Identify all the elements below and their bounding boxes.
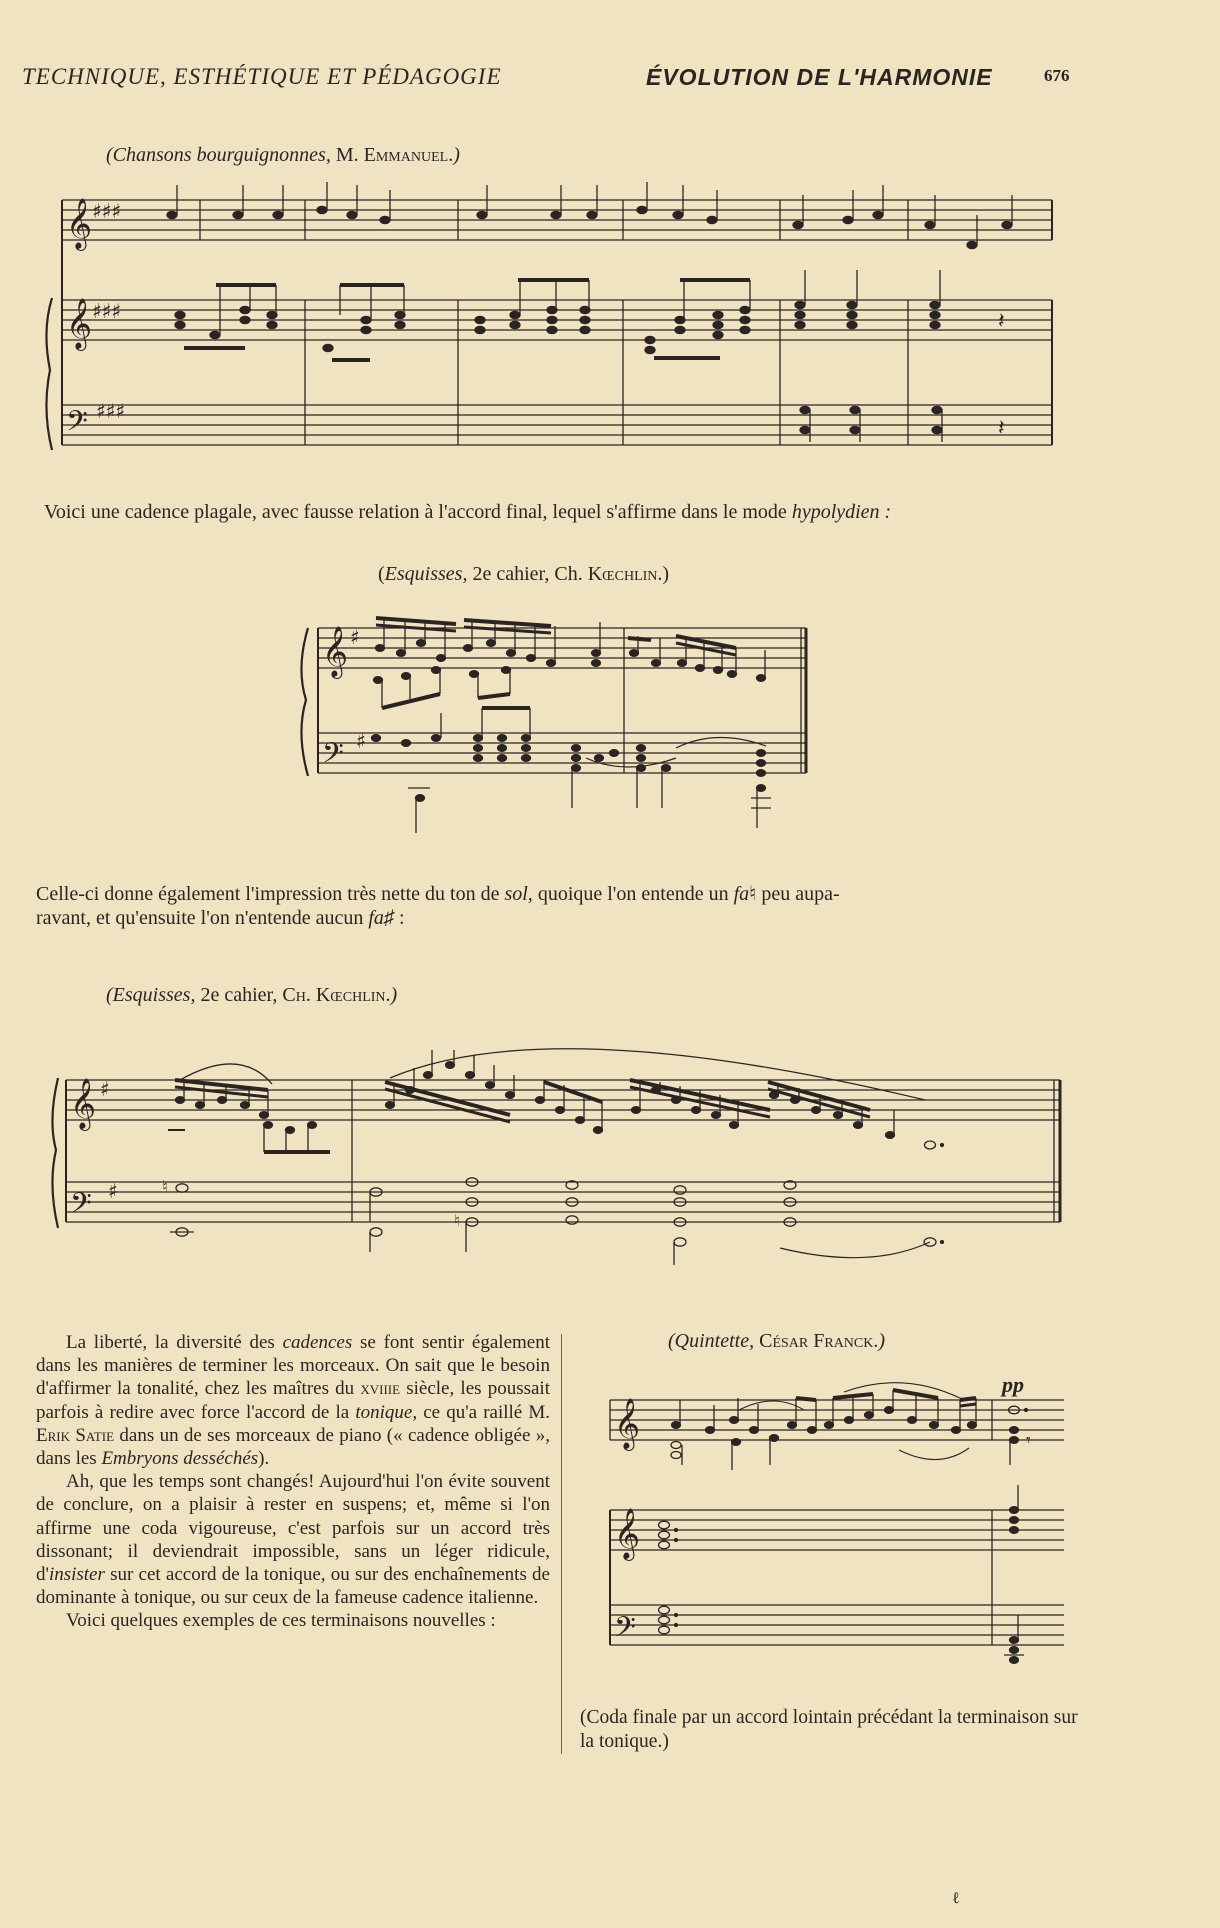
svg-text:𝄢: 𝄢 — [66, 405, 88, 445]
p1-cadences: cadences — [282, 1332, 353, 1353]
p2-insister: insister — [48, 1564, 105, 1586]
svg-text:𝄢: 𝄢 — [614, 1611, 636, 1651]
p1-tonique: tonique, — [355, 1401, 418, 1423]
example4-source: (Quintette, César Franck.) — [668, 1330, 886, 1352]
paragraph2-key: sol, — [504, 883, 533, 905]
example4-caption: (Coda finale par un accord lointain précédant la terminaison sur la tonique.) — [580, 1707, 1078, 1752]
example1-staff-voice — [62, 200, 1052, 240]
left-column-paragraph1 — [36, 1331, 550, 1470]
svg-text:♮: ♮ — [162, 1179, 168, 1196]
p1-century: xviiie — [360, 1378, 401, 1400]
p1-s0: La liberté, la diversité des — [66, 1332, 283, 1353]
p1-s6: ce qu'a raillé M. — [417, 1401, 550, 1423]
svg-text:𝄞: 𝄞 — [70, 1078, 97, 1129]
svg-text:𝄞: 𝄞 — [66, 298, 93, 349]
example2-author: Kœchlin. — [587, 563, 663, 585]
paragraph2-note1: fa♮ — [733, 883, 757, 905]
paragraph1-text: Voici une cadence plagale, avec fausse relation à l'accord final, lequel s'affirme dans le mode — [44, 501, 787, 523]
column-divider — [561, 1334, 562, 1754]
svg-text:𝄞: 𝄞 — [322, 626, 349, 677]
example3-author: Ch. Kœchlin. — [282, 984, 391, 1006]
svg-text:𝄽: 𝄽 — [998, 415, 1005, 440]
example3-score — [50, 1020, 1080, 1290]
paragraph1-mode: hypolydien : — [791, 501, 892, 523]
example2-source: (Esquisses, 2e cahier, Ch. Kœchlin.) — [378, 563, 670, 585]
paragraph2-line1-a: Celle-ci donne également l'impression très nette du ton de — [36, 883, 500, 905]
svg-text:𝄢: 𝄢 — [70, 1187, 92, 1227]
svg-text:♯♯♯: ♯♯♯ — [96, 399, 126, 423]
example1-title: Chansons bourguignonnes, — [112, 144, 331, 166]
paragraph2-line2-b: : — [398, 907, 405, 929]
example2-rest: 2e cahier, Ch. — [472, 563, 583, 585]
svg-text:𝄢: 𝄢 — [322, 737, 344, 777]
example3-title: Esquisses, — [112, 984, 196, 1006]
svg-text:♯: ♯ — [108, 1179, 118, 1203]
page-number: 676 — [1044, 66, 1070, 85]
paragraph-sol-impression — [36, 882, 1186, 930]
svg-text:𝄞: 𝄞 — [66, 198, 93, 249]
p1-s10: ). — [258, 1448, 270, 1470]
example1-score — [40, 180, 1070, 480]
paragraph2-line1-b: quoique l'on entende un — [537, 883, 729, 905]
svg-text:♮: ♮ — [454, 1213, 460, 1230]
svg-text:𝄞: 𝄞 — [614, 1508, 641, 1559]
svg-text:♯: ♯ — [350, 625, 360, 649]
left-column-text — [36, 1331, 550, 1633]
paragraph2-line1-c: peu aupa- — [761, 883, 840, 905]
example3-source: (Esquisses, 2e cahier, Ch. Kœchlin.) — [106, 984, 398, 1006]
example4-score — [604, 1370, 1074, 1700]
example2-title: Esquisses, — [384, 563, 468, 585]
example2-score — [296, 608, 826, 858]
p1-embryons: Embryons desséchés — [101, 1448, 259, 1470]
svg-text:𝄽: 𝄽 — [998, 308, 1005, 333]
running-header-left: TECHNIQUE, ESTHÉTIQUE ET PÉDAGOGIE — [22, 64, 502, 89]
dynamic-marking: pp — [1002, 1372, 1024, 1397]
example4-author: César Franck. — [759, 1330, 879, 1352]
example1-author: Emmanuel. — [363, 144, 454, 166]
paragraph2-line2-a: ravant, et qu'ensuite l'on n'entende aucun — [36, 907, 364, 929]
example4-title: Quintette, — [674, 1330, 755, 1352]
p2-s0: Ah, que les temps sont changés! Aujourd'hui l'on évite souvent de conclure, on a plaisir à rester en suspens; et, même si l'on affirme une coda vigoureuse, c'est parfois sur un accord très dissonant; il deviendrait impossible, sans un léger ridicule, d' — [36, 1471, 550, 1586]
p1-s4: siècle, les poussait parfois à redire avec force l'accord de la — [36, 1378, 550, 1423]
example1-source: (Chansons bourguignonnes, M. Emmanuel.) — [106, 144, 460, 166]
left-column-paragraph3: Voici quelques exemples de ces terminaisons nouvelles : — [66, 1610, 496, 1632]
svg-text:𝄾: 𝄾 — [1026, 1430, 1031, 1450]
example1-author-prefix: M. — [335, 144, 359, 166]
example3-rest: 2e cahier, — [200, 984, 278, 1006]
paragraph-plagal-cadence — [44, 500, 891, 524]
running-header-right: ÉVOLUTION DE L'HARMONIE — [646, 64, 993, 90]
left-column-paragraph2 — [36, 1470, 550, 1609]
svg-text:♯: ♯ — [356, 729, 366, 753]
svg-text:𝄞: 𝄞 — [614, 1398, 641, 1449]
svg-text:♯♯♯: ♯♯♯ — [92, 299, 122, 323]
svg-text:♯: ♯ — [100, 1077, 110, 1101]
p2-s2: sur cet accord de la tonique, ou sur des enchaînements de dominante à tonique, ou sur ceux de la fameuse cadence italienne. — [36, 1564, 550, 1609]
p1-s8: dans un de ses morceaux de piano (« cadence obligée », dans les — [36, 1424, 550, 1470]
svg-text:♯♯♯: ♯♯♯ — [92, 199, 122, 223]
p1-s2: se font sentir également dans les manières de terminer les morceaux. On sait que le besoin d'affirmer la tonalité, chez les maîtres du — [36, 1332, 550, 1400]
paragraph2-note2: fa♯ — [368, 907, 394, 929]
footer-mark: ℓ — [952, 1890, 960, 1907]
p1-satie: Erik Satie — [36, 1424, 115, 1446]
